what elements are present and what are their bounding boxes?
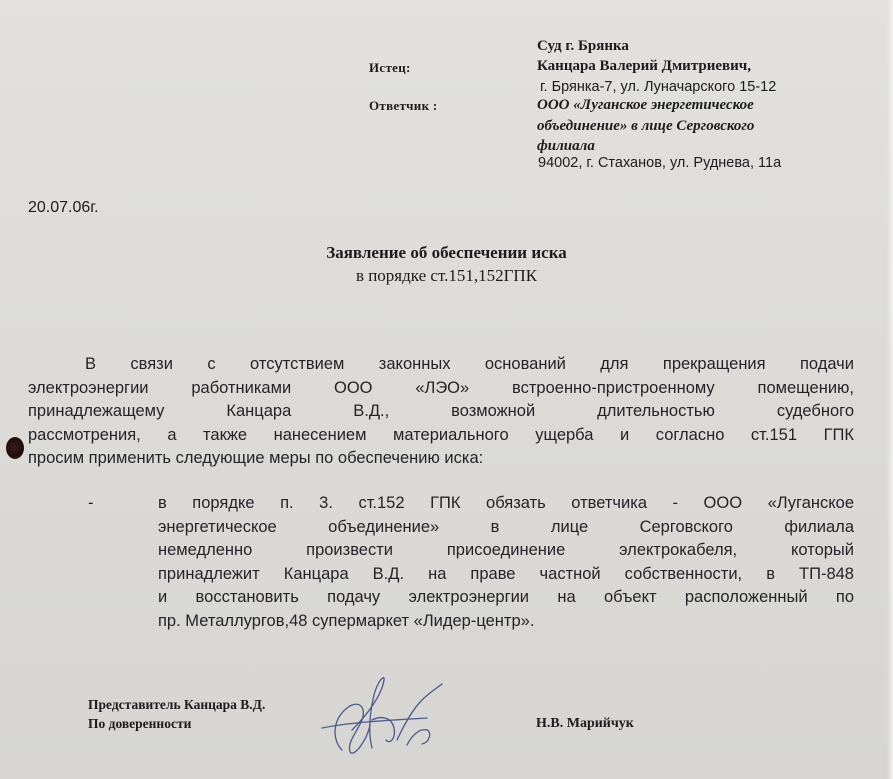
signer-name: Н.В. Марийчук (536, 716, 634, 731)
paragraph-line: электроэнергии работниками ООО «ЛЭО» встроенно-пристроенному помещению, (28, 378, 854, 397)
defendant-label: Ответчик : (369, 98, 438, 113)
plaintiff-label: Истец: (369, 60, 411, 75)
list-item-line: принадлежит Канцара В.Д. на праве частной собственности, в ТП-848 (158, 564, 854, 583)
power-of-attorney-label: По доверенности (88, 716, 192, 731)
list-item-line: немедленно произвести присоединение электрокабеля, который (158, 541, 854, 559)
list-item (158, 492, 854, 633)
plaintiff-name: Канцара Валерий Дмитриевич, (537, 58, 751, 74)
hole-punch-mark (6, 437, 24, 459)
defendant-name-line2: объединение» в лице Серговского (537, 118, 755, 134)
paragraph-line: В связи с отсутствием законных оснований для прекращения подачи (85, 355, 854, 373)
defendant-name-line3: филиала (537, 138, 595, 154)
list-item-line: в порядке п. 3. ст.152 ГПК обязать ответчика - ООО «Луганское (158, 494, 854, 512)
list-item-line: пр. Металлургов,48 супермаркет «Лидер-центр». (158, 611, 535, 630)
main-paragraph (28, 353, 854, 471)
list-item-line: и восстановить подачу электроэнергии на объект расположенный по (158, 588, 854, 606)
document-title: Заявление об обеспечении иска (326, 243, 567, 262)
representative-label: Представитель Канцара В.Д. (88, 697, 266, 712)
paragraph-line: просим применить следующие меры по обеспечению иска: (28, 449, 484, 467)
court-name: Суд г. Брянка (537, 38, 629, 54)
paragraph-line: принадлежащему Канцара В.Д., возможной длительностью судебного (28, 402, 854, 420)
handwritten-signature (312, 670, 452, 760)
plaintiff-address: г. Брянка-7, ул. Луначарского 15-12 (540, 79, 777, 95)
document-date: 20.07.06г. (28, 199, 99, 216)
paragraph-line: рассмотрения, а также нанесением материального ущерба и согласно ст.151 ГПК (28, 425, 854, 444)
defendant-name-line1: ООО «Луганское энергетическое (537, 97, 754, 113)
document-subtitle: в порядке ст.151,152ГПК (355, 266, 538, 285)
list-item-line: энергетическое объединение» в лице Серговского филиала (158, 517, 854, 536)
list-bullet: - (88, 494, 94, 512)
defendant-address: 94002, г. Стаханов, ул. Руднева, 11а (538, 155, 782, 171)
